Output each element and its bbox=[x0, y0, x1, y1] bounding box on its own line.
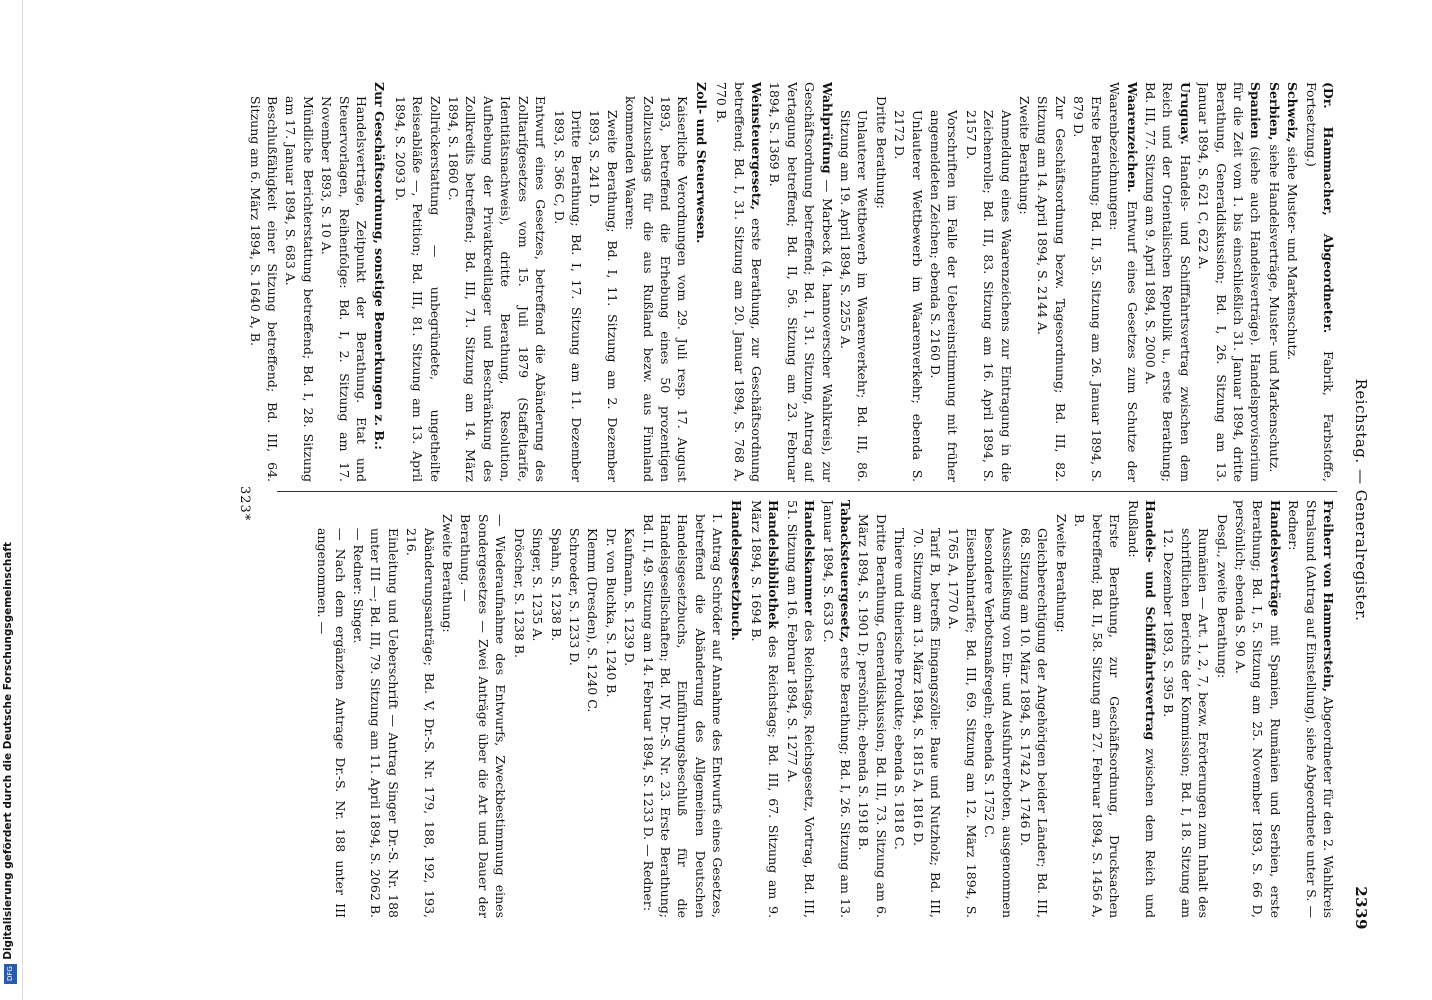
index-entry-text: Handels- und Schifffahrtsvertrag zwischen dem Reich und der Orientalischen Republik u., erste Berathung; Bd. III, 77. Sitzung am 9. April 1894, S. 2000 A. bbox=[1142, 82, 1193, 482]
index-subsubentry: Ausschließung von Ein- und Ausfuhrverboten, ausgenommen besondere Verbotsmaßregeln; ebenda S. 1752 C. bbox=[982, 528, 1015, 918]
dfg-logo: DFG bbox=[4, 964, 17, 984]
index-entry-text: erste Berathung, zur Geschäftsordnung betreffend; Bd. I, 31. Sitzung am 20. Januar 1894, S. 768 A, 770 B. bbox=[714, 82, 764, 482]
index-entry-keyword: Tabacksteuergesetz, bbox=[838, 500, 854, 643]
index-entry-keyword: (Dr. Hammacher, Abgeordneter. bbox=[1321, 82, 1336, 334]
index-entry bbox=[713, 82, 765, 482]
index-subentry: — Wiederaufnahme des Entwurfs, Zweckbestimmung eines Sondergesetzes — Zwei Anträge über die Art und Dauer der Berathung. — bbox=[458, 514, 509, 918]
index-subentry: Zur Geschäftsordnung bezw. Tagesordnung; Bd. III, 82. Sitzung am 14. April 1894, S. 2144 A. bbox=[1035, 96, 1068, 482]
index-subsubentry: Abänderungsanträge; Bd. V, Dr.-S. Nr. 179, 188, 192, 193, 216. bbox=[404, 528, 437, 918]
index-subsubentry: Singer, S. 1235 A. bbox=[530, 528, 546, 642]
index-entry bbox=[783, 500, 818, 918]
index-subsubentry: Spahn, S. 1238 B. bbox=[548, 528, 564, 642]
index-entry-keyword: Serbien, bbox=[1266, 82, 1282, 141]
index-subsubentry: Schroeder, S. 1233 D. bbox=[566, 528, 582, 666]
column-divider bbox=[277, 491, 1337, 492]
index-subsubentry: Eisenbahntarife; Bd. III, 69. Sitzung am 12. März 1894, S. 1765 A, 1770 A. bbox=[946, 528, 979, 918]
index-subsubentry: Thiere und thierische Produkte; ebenda S. 1818 C. bbox=[892, 528, 908, 850]
index-entry-keyword: Weinsteuergesetz, bbox=[749, 82, 764, 211]
index-subentry: I. Antrag Schröder auf Annahme des Entwurfs eines Gesetzes, betreffend die Abänderung des Allgemeinen Deutschen Handelsgesetzbuchs, Einführungsbeschluß für die Handelsgesellschaften; Bd. IV, Dr.-S. Nr. 23. Erste Berathung; Bd. II, 49. Sitzung am 14. Februar 1894, S. 1233 D. — Redner: bbox=[640, 514, 726, 918]
index-subsubentry: Unlauterer Wettbewerb im Waarenverkehr; Bd. III, 86. Sitzung am 19. April 1894, S. 2255 A. bbox=[838, 110, 871, 482]
index-subsubentry: Anmeldung eines Waarenzeichens zur Eintragung in die Zeichenrolle; Bd. III, 83. Sitzung am 16. April 1894, S. 2157 D. bbox=[963, 110, 1014, 482]
index-entry-text: siehe Handelsverträge, Muster- und Markenschutz. bbox=[1266, 140, 1282, 473]
index-entry-keyword: Handelskammer bbox=[802, 500, 818, 616]
index-entry-keyword: Handelsbibliothek bbox=[766, 500, 782, 630]
index-subsubentry: Dröscher, S. 1238 B. bbox=[511, 528, 527, 658]
index-subsubentry: Kaufmann, S. 1239 D. bbox=[622, 528, 638, 667]
index-subsubentry: Dr. von Buchka, S. 1240 B. bbox=[603, 528, 619, 698]
index-subsubentry: Tarif B, betreffs Eingangszölle: Baue und Nutzholz; Bd. III, 70. Sitzung am 13. März 1894, S. 1815 A, 1816 D. bbox=[910, 528, 944, 918]
index-entry bbox=[1142, 82, 1194, 482]
index-subsubentry: — Nach dem ergänzten Antrage Dr.-S. Nr. 188 unter III angenommen. — bbox=[315, 528, 348, 918]
index-entry-keyword: Handels- und Schifffahrtsvertrag bbox=[1142, 500, 1158, 741]
index-subsubentry: Unlauterer Wettbewerb im Waarenverkehr; ebenda S. 2172 D. bbox=[892, 110, 925, 482]
index-entry bbox=[1232, 500, 1284, 918]
index-subsubentry: Klemm (Dresden), S. 1240 C. bbox=[585, 528, 601, 713]
index-entry-keyword: Waarenzeichen. bbox=[1124, 82, 1140, 193]
index-heading: Zur Geschäftsordnung, sonstige Bemerkungen z. B.: bbox=[372, 82, 388, 450]
index-subsubentry: Gleichberechtigung der Angehörigen beider Länder; Bd. III, 68. Sitzung am 10. März 1894, S. 1742 A, 1746 D. bbox=[1018, 528, 1051, 918]
index-entry-keyword: Spanien bbox=[1248, 82, 1264, 139]
index-subentry: Mündliche Berichterstattung betreffend; Bd. I, 28. Sitzung am 17. Januar 1894, S. 683 A. bbox=[283, 96, 316, 482]
index-subsubentry: Vorschriften im Falle der Uebereinstimmung mit früher angemeldeten Zeichen; ebenda S. 2160 D. bbox=[928, 110, 961, 482]
index-subentry: Handelsverträge, Zeitpunkt der Berathung. Etat und Steuervorlagen, Reihenfolge: Bd. I, 2. Sitzung am 17. November 1893, S. 10 A. bbox=[319, 96, 370, 482]
index-entry-keyword: Uruguay. bbox=[1177, 82, 1193, 145]
index-entry bbox=[1284, 82, 1301, 482]
index-entry-text: Abgeordneter für den 2. Wahlkreis Stralsund (Antrag auf Einstellung), siehe Abgeordnete unter S. — Redner: bbox=[1286, 500, 1336, 918]
index-entry-keyword: Schweiz, bbox=[1285, 82, 1301, 143]
index-heading: Zoll- und Steuerwesen. bbox=[693, 82, 709, 244]
index-entry-text: Entwurf eines Gesetzes zum Schutze der Waarenbezeichnungen: bbox=[1107, 82, 1140, 482]
index-subentry: Kaiserliche Verordnungen vom 29. Juli resp. 17. August 1893, betreffend die Erhebung eines 50 prozentigen Zollzuschlags für die aus Rußland bezw. aus Finnland kommenden Waaren: bbox=[623, 96, 691, 482]
index-subentry: Entwurf eines Gesetzes, betreffend die Abänderung des Zolltarifgesetzes vom 15. Juli 1879 (Staffeltarife, Identitätsnachweis), dritte Berathung, Resolution, Aufhebung der Privatkreditlager und Beschränkung des Zollkredits betreffend; Bd. III, 71. Sitzung am 14. März 1894, S. 1860 C. bbox=[446, 96, 549, 482]
index-entry bbox=[1302, 82, 1337, 482]
index-entry-text: — Marbeck (4. hannoverscher Wahlkreis), zur Geschäftsordnung betreffend; Bd. I, 31. Sitzung, Antrag auf Vertagung betreffend; Bd. II, 56. Sitzung am 23. Februar 1894, S. 1369 B. bbox=[767, 82, 835, 482]
index-subentry: Desgl., zweite Berathung: bbox=[1214, 514, 1230, 679]
index-subsubentry: Einleitung und Ueberschrift — Antrag Singer Dr.-S. Nr. 188 unter III —; Bd. III, 79. Sitzung am 11. April 1894, S. 2062 B. — Redner: Singer. bbox=[351, 528, 401, 918]
right-column bbox=[247, 500, 1337, 918]
index-subentry: Dritte Berathung: bbox=[873, 96, 889, 209]
index-entry bbox=[1106, 82, 1141, 482]
index-subentry: Zweite Berathung: bbox=[1017, 96, 1033, 215]
index-entry bbox=[1265, 82, 1282, 482]
index-entry-text: des Reichstags; Bd. III, 67. Sitzung am 9. März 1894, S. 1694 B. bbox=[749, 500, 782, 918]
index-entry bbox=[748, 500, 783, 918]
index-subentry: Erste Berathung; Bd. II, 35. Sitzung am 26. Januar 1894, S. 879 D. bbox=[1071, 96, 1104, 482]
signature-mark: 323* bbox=[237, 486, 252, 522]
digitization-notice-text: Digitalisierung gefördert durch die Deutsche Forschungsgemeinschaft bbox=[2, 542, 14, 960]
index-entry-text: des Reichstags, Reichsgesetz, Vortrag, Bd. III, 51. Sitzung am 16. Februar 1894, S. 1277 A. bbox=[784, 500, 818, 918]
index-subentry: Zweite Berathung: bbox=[440, 514, 456, 633]
index-subsubentry: Zweite Berathung; Bd. I, 11. Sitzung am 2. Dezember 1893, S. 241 D. bbox=[587, 110, 620, 482]
index-entry-keyword: Wahlprüfung bbox=[819, 82, 835, 174]
index-entry-keyword: Handelsverträge bbox=[1267, 500, 1283, 617]
index-subentry: Zweite Berathung: bbox=[1053, 514, 1069, 633]
index-subentry: Beschlußfähigkeit einer Sitzung betreffend; Bd. III, 64. Sitzung am 6. März 1894, S. 1640 A, B. bbox=[247, 96, 281, 482]
index-entry bbox=[766, 82, 836, 482]
index-entry bbox=[819, 500, 854, 918]
index-entry-text: zwischen dem Reich und Rußland: bbox=[1125, 500, 1158, 918]
index-entry-keyword: Freiherr von Hammerstein, bbox=[1321, 500, 1336, 693]
index-subentry: Zollrückerstattung — unbegründete, ungetheilte Reiseabläße —, Petition; Bd. III, 81. Sitzung am 13. April 1894, S. 2093 D. bbox=[392, 96, 443, 482]
index-entry-text: (siehe auch Handelsverträge). Handelsprovisorium für die Zeit vom 1. bis einschließlich 31. Januar 1894, dritte Berathung, Generaldiskussion; Bd. I, 26. Sitzung am 13. Januar 1894, S. 621 C, 622 A. bbox=[1196, 82, 1264, 482]
index-subentry: Erste Berathung, zur Geschäftsordnung, Drucksachen betreffend; Bd. II, 58. Sitzung am 27. Februar 1894, S. 1456 A, B. bbox=[1072, 514, 1123, 918]
index-entry-text: Fabrik, Farbstoffe, Fortsetzung.) bbox=[1303, 82, 1336, 482]
page-header bbox=[1344, 70, 1370, 930]
index-entry-text: mit Spanien, Rumänien und Serbien, erste Berathung; Bd. I, 5. Sitzung am 25. November 1893, S. 66 D, persönlich; ebenda S. 90 A. bbox=[1232, 500, 1283, 918]
page-number: 2339 bbox=[1352, 886, 1370, 930]
index-entry-text: erste Berathung; Bd. I, 26. Sitzung am 13. Januar 1894, S. 633 C. bbox=[820, 500, 854, 918]
index-entry bbox=[1285, 500, 1337, 918]
index-subentry: Dritte Berathung, Generaldiskussion; Bd. III, 73. Sitzung am 6. März 1894, S. 1901 D; persönlich; ebenda S. 1918 B. bbox=[856, 514, 889, 918]
index-entry-text: siehe Muster- und Markenschutz. bbox=[1285, 142, 1301, 361]
index-heading: Handelsgesetzbuch. bbox=[728, 500, 744, 641]
index-subsubentry: Dritte Berathung; Bd. I, 17. Sitzung am 11. Dezember 1893, S. 366 C, D. bbox=[551, 110, 584, 482]
index-entry bbox=[1195, 82, 1265, 482]
running-title: Reichstag. — Generalregister. bbox=[1352, 378, 1370, 622]
left-column bbox=[247, 82, 1337, 482]
index-entry bbox=[1124, 500, 1159, 918]
index-subsubentry: Rumänien — Art. 1, 2, 7, bezw. Erörterungen zum Inhalt des schriftlichen Berichts der Kommission; Bd. I, 18. Sitzung am 12. Dezember 1893, S. 395 B. bbox=[1161, 528, 1212, 918]
